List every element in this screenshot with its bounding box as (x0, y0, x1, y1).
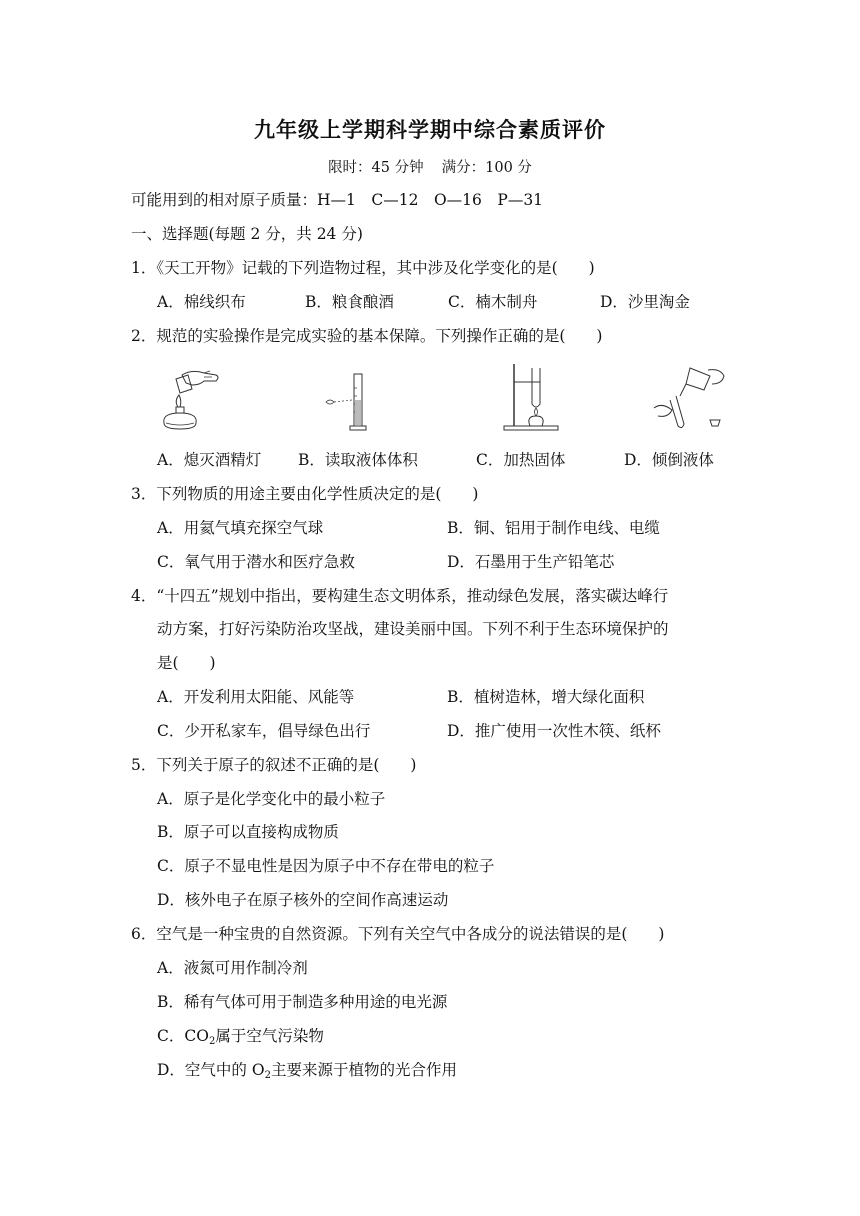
full-score: 满分：100 分 (441, 160, 532, 176)
question-1-option-a: A．棉线织布 (157, 293, 246, 311)
question-1-option-c: C．楠木制舟 (448, 293, 538, 311)
question-6-option-a: A．液氮可用作制冷剂 (157, 959, 308, 977)
question-4-stem-line-3: 是( ) (157, 654, 216, 672)
exam-meta (0, 156, 860, 177)
question-4-option-c: C．少开私家车，倡导绿色出行 (157, 722, 371, 740)
question-5-option-b: B．原子可以直接构成物质 (157, 823, 339, 841)
question-3-option-b: B．铜、铝用于制作电线、电缆 (447, 519, 660, 537)
question-2-option-a: A．熄灭酒精灯 (157, 451, 262, 469)
option-d-suffix: 主要来源于植物的光合作用 (270, 1061, 457, 1079)
question-2-option-b: B．读取液体体积 (298, 451, 418, 469)
question-3-option-a: A．用氦气填充探空气球 (157, 519, 324, 537)
heating-solid-figure (500, 360, 572, 432)
question-4-stem-line-2: 动方案，打好污染防治攻坚战，建设美丽中国。下列不利于生态环境保护的 (157, 620, 669, 638)
question-2-stem: 2．规范的实验操作是完成实验的基本保障。下列操作正确的是( ) (131, 327, 603, 345)
atomic-mass-note: 可能用到的相对原子质量：H—1 C—12 O—16 P—31 (131, 191, 544, 209)
question-3-option-c: C．氧气用于潜水和医疗急救 (157, 553, 355, 571)
option-c-prefix: C．CO (157, 1027, 209, 1045)
question-2-option-d: D．倾倒液体 (624, 451, 714, 469)
option-c-suffix: 属于空气污染物 (215, 1027, 324, 1045)
question-4-stem-line-1: 4．“十四五”规划中指出，要构建生态文明体系，推动绿色发展，落实碳达峰行 (131, 587, 669, 605)
question-4-option-a: A．开发利用太阳能、风能等 (157, 688, 355, 706)
question-3-stem: 3．下列物质的用途主要由化学性质决定的是( ) (131, 485, 479, 503)
question-6-option-c (157, 1026, 324, 1052)
question-5-stem: 5．下列关于原子的叙述不正确的是( ) (131, 756, 417, 774)
option-c-subscript: 2 (208, 1036, 216, 1047)
question-3-option-d: D．石墨用于生产铅笔芯 (447, 553, 615, 571)
question-5-option-d: D．核外电子在原子核外的空间作高速运动 (157, 891, 449, 909)
graduated-cylinder-figure (320, 368, 380, 434)
alcohol-lamp-figure (152, 365, 224, 435)
pouring-liquid-figure (650, 362, 730, 434)
question-6-stem: 6．空气是一种宝贵的自然资源。下列有关空气中各成分的说法错误的是( ) (131, 925, 665, 943)
question-4-option-d: D．推广使用一次性木筷、纸杯 (447, 722, 661, 740)
option-d-subscript: 2 (264, 1070, 271, 1081)
time-limit: 限时：45 分钟 (328, 160, 424, 176)
question-4-option-b: B．植树造林，增大绿化面积 (447, 688, 645, 706)
section-heading: 一、选择题(每题 2 分，共 24 分) (131, 225, 363, 243)
question-5-option-a: A．原子是化学变化中的最小粒子 (157, 790, 386, 808)
question-1-option-d: D．沙里淘金 (600, 293, 690, 311)
question-6-option-d (157, 1060, 457, 1086)
page-title: 九年级上学期科学期中综合素质评价 (254, 118, 606, 142)
option-d-prefix: D．空气中的 O (157, 1061, 265, 1079)
question-5-option-c: C．原子不显电性是因为原子中不存在带电的粒子 (157, 857, 495, 875)
question-2-option-c: C．加热固体 (476, 451, 566, 469)
question-6-option-b: B．稀有气体可用于制造多种用途的电光源 (157, 993, 448, 1011)
question-1-option-b: B．粮食酿酒 (305, 293, 394, 311)
question-1-stem: 1．《天工开物》记载的下列造物过程，其中涉及化学变化的是( ) (131, 259, 595, 277)
